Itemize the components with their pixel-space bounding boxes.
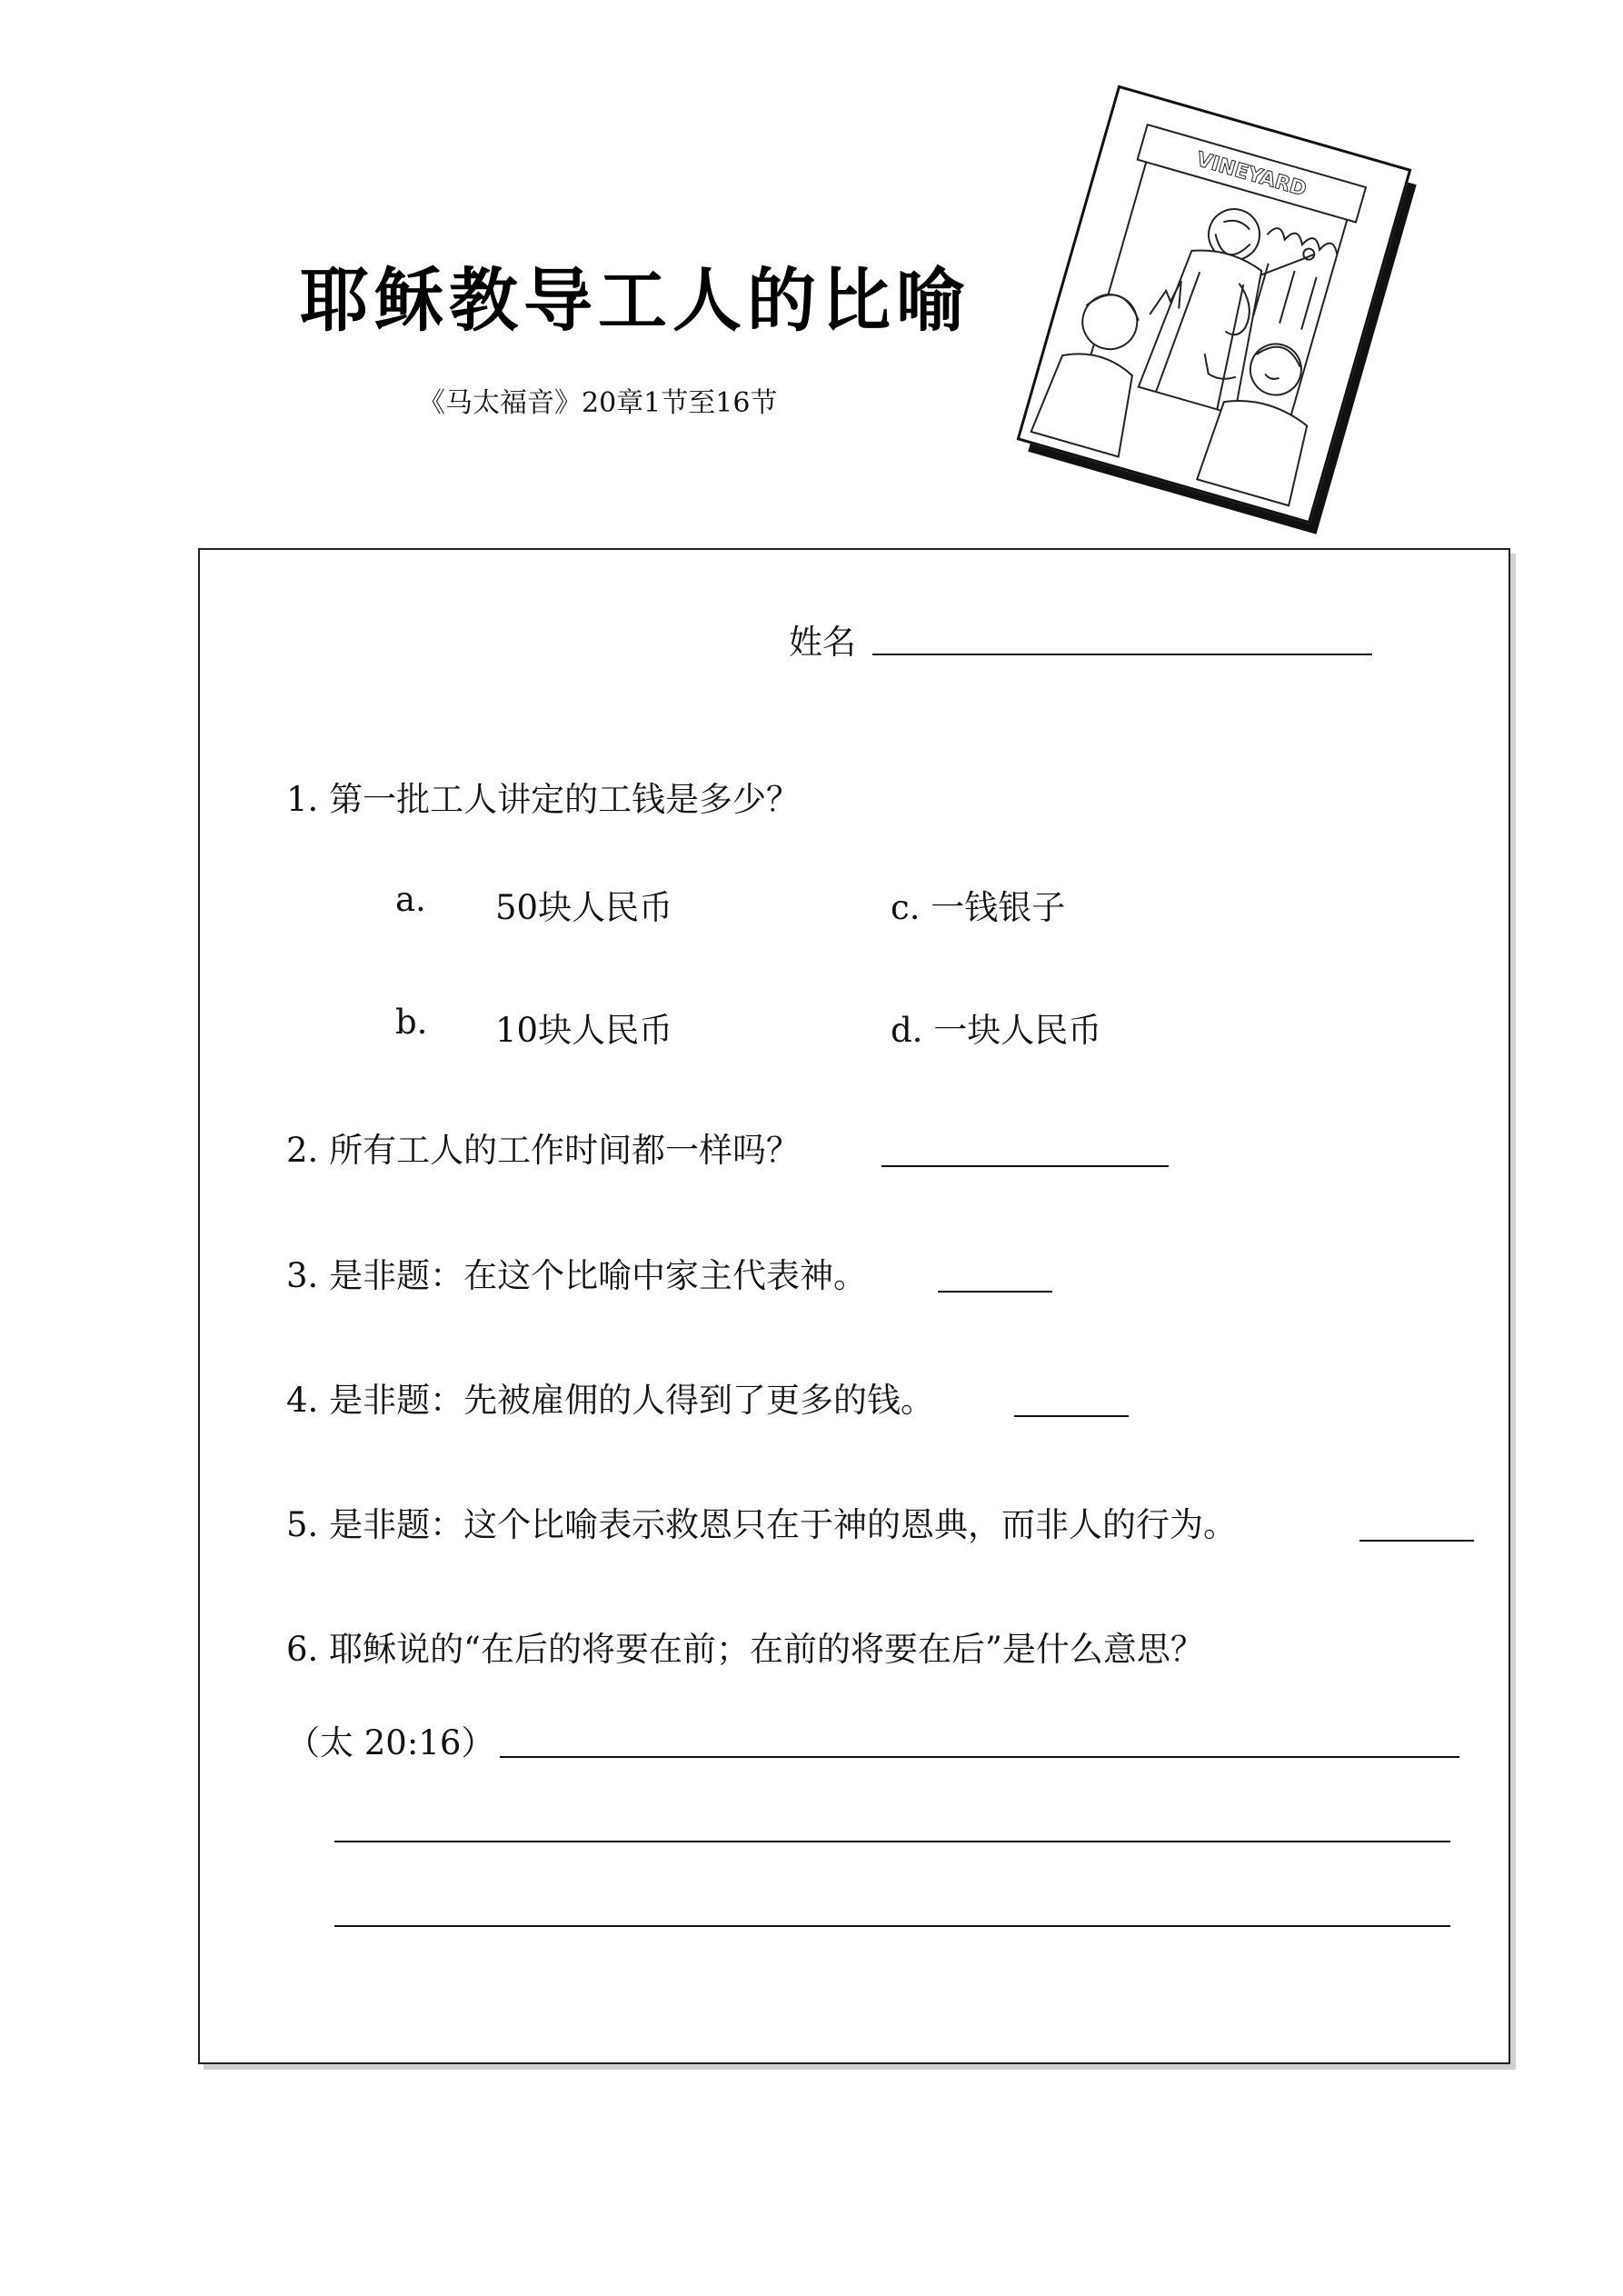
worksheet-title: 耶稣教导工人的比喻 <box>300 260 971 341</box>
answer-6-line-2[interactable] <box>334 1841 1450 1842</box>
answer-5-field[interactable] <box>1359 1540 1474 1542</box>
name-field[interactable] <box>872 654 1372 655</box>
question-3: 3. 是非题：在这个比喻中家主代表神。 <box>286 1256 868 1295</box>
option-a-letter: a. <box>395 880 426 919</box>
name-label: 姓名 <box>789 623 856 662</box>
worksheet-box <box>198 548 1510 2064</box>
question-5: 5. 是非题：这个比喻表示救恩只在于神的恩典，而非人的行为。 <box>286 1505 1238 1544</box>
question-6: 6. 耶稣说的“在后的将要在前；在前的将要在后”是什么意思？ <box>286 1630 1204 1669</box>
scripture-reference: 《马太福音》20章1节至16节 <box>418 387 778 419</box>
question-2: 2. 所有工人的工作时间都一样吗？ <box>286 1131 801 1170</box>
option-d: d. 一块人民币 <box>891 1011 1102 1050</box>
answer-6-line-3[interactable] <box>334 1925 1450 1927</box>
answer-6-line-1[interactable] <box>500 1756 1459 1758</box>
vineyard-sign-text: VINEYARD <box>1193 148 1309 202</box>
option-c: c. 一钱银子 <box>891 888 1066 927</box>
illustration-card <box>1045 100 1427 527</box>
answer-2-field[interactable] <box>881 1165 1169 1167</box>
question-1: 1. 第一批工人讲定的工钱是多少？ <box>286 780 801 819</box>
answer-4-field[interactable] <box>1014 1415 1129 1417</box>
option-b: 10块人民币 <box>495 1011 673 1050</box>
answer-3-field[interactable] <box>938 1291 1052 1293</box>
option-a: 50块人民币 <box>495 888 673 927</box>
question-4: 4. 是非题：先被雇佣的人得到了更多的钱。 <box>286 1381 935 1420</box>
option-b-letter: b. <box>395 1003 428 1042</box>
question-6-reference: （太 20:16） <box>286 1723 495 1762</box>
